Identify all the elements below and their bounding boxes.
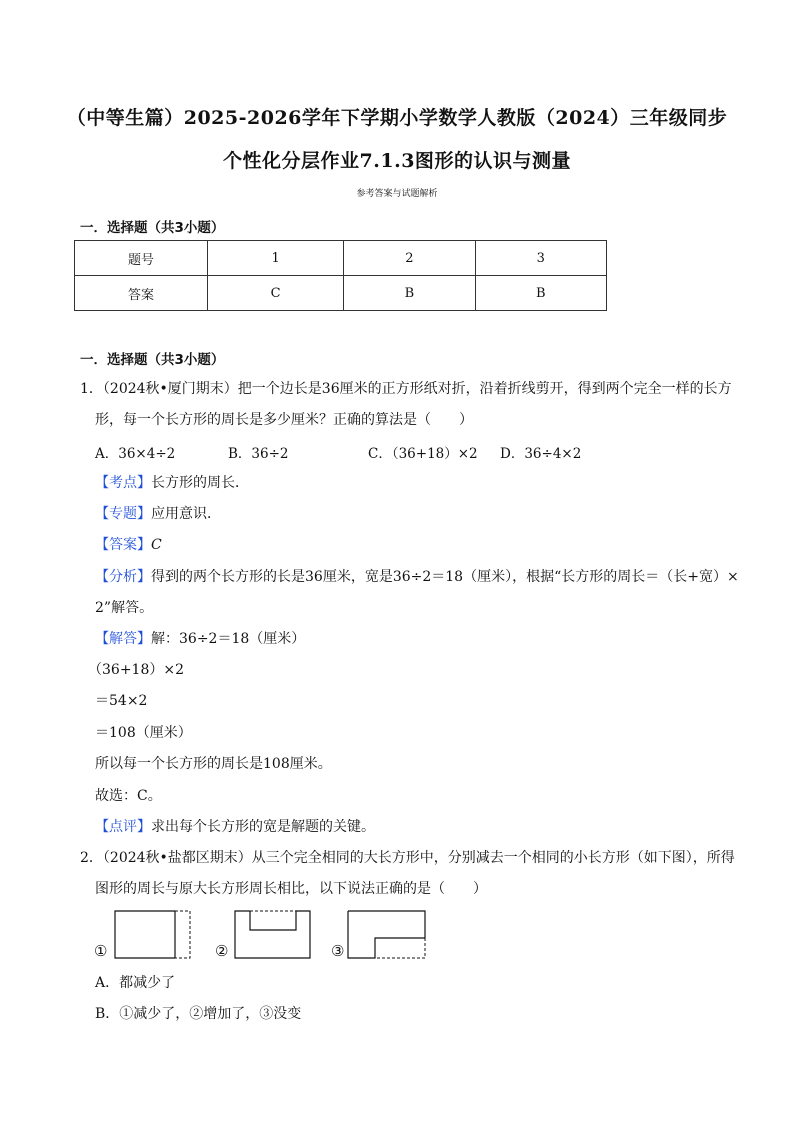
figure-1: [114, 910, 196, 960]
table-cell: 答案: [75, 276, 208, 311]
table-cell: 1: [208, 241, 344, 276]
subtitle: 参考答案与试题解析: [356, 189, 438, 199]
q1-option-c: C．（36+18）×2: [368, 446, 478, 462]
daan-text: C: [151, 537, 162, 553]
q1-jieda-line-5: 所以每一个长方形的周长是108厘米。: [95, 756, 332, 772]
kaodian-tag: 【考点】: [95, 475, 151, 491]
q1-jieda-line-3: ＝54×2: [95, 693, 148, 709]
table-cell: 题号: [75, 241, 208, 276]
figure-label-1: ①: [94, 942, 108, 960]
q1-kaodian: [95, 473, 249, 493]
q2-stem-line-1: 2．（2024秋•盐都区期末）从三个完全相同的大长方形中，分别减去一个相同的小长方形（如下图），所得: [80, 850, 735, 866]
q1-daan: [95, 535, 162, 555]
zhuanti-text: 应用意识．: [151, 506, 221, 522]
q1-option-a: A．36×4÷2: [95, 446, 176, 462]
q1-stem-line-2: 形，每一个长方形的周长是多少厘米？正确的算法是（ ）: [95, 412, 473, 428]
table-cell: 2: [344, 241, 475, 276]
figure-2: [234, 910, 314, 960]
table-cell: B: [475, 276, 606, 311]
title-line-2: 个性化分层作业7.1.3图形的认识与测量: [223, 150, 571, 172]
q1-jieda-line-4: ＝108（厘米）: [95, 725, 192, 741]
q1-jieda-line-2: （36+18）×2: [88, 662, 184, 678]
fenxi-text: 得到的两个长方形的长是36厘米，宽是36÷2＝18（厘米），根据“长方形的周长＝（长+宽）×: [151, 569, 739, 585]
section-heading-questions: 一．选择题（共3小题）: [80, 352, 225, 368]
answer-table: [74, 240, 607, 311]
jieda-text: 解：36÷2＝18（厘米）: [151, 631, 306, 647]
title-line-1: （中等生篇）2025-2026学年下学期小学数学人教版（2024）三年级同步: [66, 107, 728, 129]
table-cell: C: [208, 276, 344, 311]
table-cell: B: [344, 276, 475, 311]
section-heading-summary: 一．选择题（共3小题）: [80, 220, 225, 236]
dianping-tag: 【点评】: [95, 819, 151, 835]
q1-jieda-line-1: [95, 629, 305, 649]
q2-option-a: A．都减少了: [95, 975, 176, 991]
daan-tag: 【答案】: [95, 537, 151, 553]
figure-3: [347, 910, 429, 960]
q2-stem-line-2: 图形的周长与原大长方形周长相比，以下说法正确的是（ ）: [95, 881, 487, 897]
kaodian-text: 长方形的周长．: [151, 475, 249, 491]
figure-label-2: ②: [215, 942, 229, 960]
q1-fenxi-line-2: 2”解答。: [95, 600, 154, 616]
q2-option-b: B．①减少了，②增加了，③没变: [95, 1006, 302, 1022]
q1-stem-line-1: 1．（2024秋•厦门期末）把一个边长是36厘米的正方形纸对折，沿着折线剪开，得到两个完全一样的长方: [80, 381, 732, 397]
q1-option-b: B．36÷2: [228, 446, 289, 462]
dianping-text: 求出每个长方形的宽是解题的关键。: [151, 819, 375, 835]
q1-fenxi-line-1: [95, 567, 739, 587]
figure-label-3: ③: [331, 942, 345, 960]
q1-jieda-line-6: 故选：C。: [95, 788, 162, 804]
table-row: [75, 241, 607, 276]
table-row: [75, 276, 607, 311]
q1-zhuanti: [95, 504, 221, 524]
jieda-tag: 【解答】: [95, 631, 151, 647]
q1-option-d: D．36÷4×2: [500, 446, 582, 462]
zhuanti-tag: 【专题】: [95, 506, 151, 522]
table-cell: 3: [475, 241, 606, 276]
fenxi-tag: 【分析】: [95, 569, 151, 585]
q1-dianping: [95, 817, 375, 837]
